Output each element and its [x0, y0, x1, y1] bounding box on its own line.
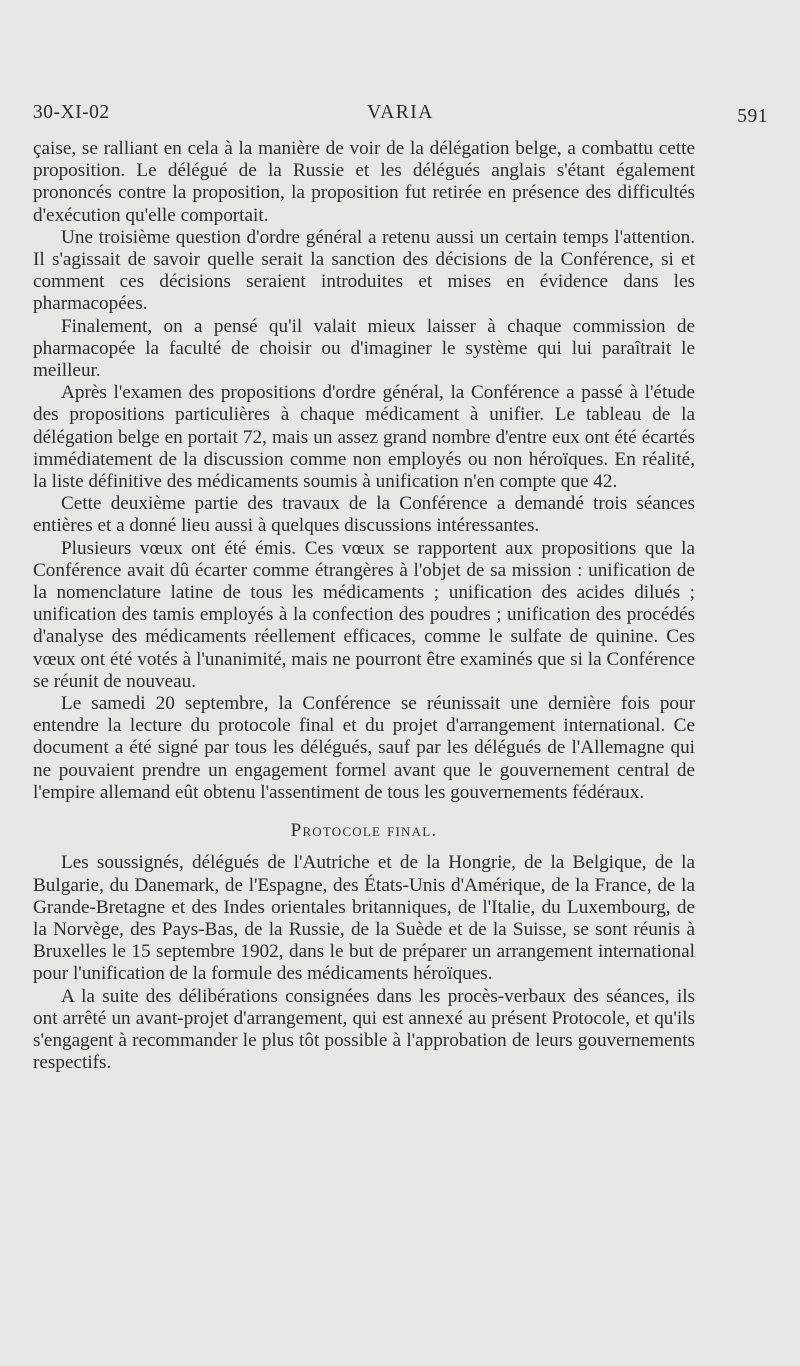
header-section: VARIA [367, 102, 434, 123]
page-number: 591 [737, 106, 768, 127]
section-title: Protocole final. [290, 820, 438, 842]
paragraph: A la suite des délibérations consignées dans les procès-verbaux des séances, ils ont arrêté un avant-projet d'arrangement, qui est annexé au présent Protocole, et qu'ils s'engagent à recommander le plus tôt possible à l'approbation de leurs gouvernements respectifs. [33, 985, 695, 1074]
page-body [33, 138, 695, 1074]
paragraph: Plusieurs vœux ont été émis. Ces vœux se rapportent aux propositions que la Conférence avait dû écarter comme étrangères à l'objet de sa mission : unification de la nomenclature latine de tous les médicaments ; unification des acides dilués ; unification des tamis employés à la confection des poudres ; unification des procédés d'analyse des médicaments réellement efficaces, comme le sulfate de quinine. Ces vœux ont été votés à l'unanimité, mais ne pourront être examinés que si la Conférence se réunit de nouveau. [33, 537, 695, 692]
paragraph: Les soussignés, délégués de l'Autriche et de la Hongrie, de la Belgique, de la Bulgarie, du Danemark, de l'Espagne, des États-Unis d'Amérique, de la France, de la Grande-Bretagne et des Indes orientales britanniques, de l'Italie, du Luxembourg, de la Norvège, des Pays-Bas, de la Russie, de la Suède et de la Suisse, se sont réunis à Bruxelles le 15 septembre 1902, dans le but de préparer un arrangement international pour l'unification de la formule des médicaments héroïques. [33, 852, 695, 985]
paragraph: Le samedi 20 septembre, la Conférence se réunissait une dernière fois pour entendre la lecture du protocole final et du projet d'arrangement international. Ce document a été signé par tous les délégués, sauf par les délégués de l'Allemagne qui ne pouvaient prendre un engagement formel avant que le gouvernement central de l'empire allemand eût obtenu l'assentiment de tous les gouvernements fédéraux. [33, 693, 695, 803]
header-date: 30-XI-02 [33, 102, 110, 123]
paragraph: Finalement, on a pensé qu'il valait mieux laisser à chaque commission de pharmacopée la faculté de choisir ou d'imaginer le système qui lui paraîtrait le meilleur. [33, 315, 695, 382]
running-header [33, 100, 768, 130]
paragraph: Cette deuxième partie des travaux de la Conférence a demandé trois séances entières et a donné lieu aussi à quelques discussions intéressantes. [33, 493, 695, 537]
paragraph: Une troisième question d'ordre général a retenu aussi un certain temps l'attention. Il s'agissait de savoir quelle serait la sanction des décisions de la Conférence, si et comment ces décisions seraient introduites et mises en évidence dans les pharmacopées. [33, 226, 695, 315]
paragraph: Après l'examen des propositions d'ordre général, la Conférence a passé à l'étude des propositions particulières à chaque médicament à unifier. Le tableau de la délégation belge en portait 72, mais un assez grand nombre d'entre eux ont été écartés immédiatement de la discussion comme non employés ou non héroïques. En réalité, la liste définitive des médicaments soumis à unification n'en compte que 42. [33, 382, 695, 493]
paragraph: çaise, se ralliant en cela à la manière de voir de la délégation belge, a combattu cette proposition. Le délégué de la Russie et les délégués anglais s'étant également prononcés contre la proposition, la proposition fut retirée en présence des difficultés d'exécution qu'elle comportait. [33, 138, 695, 226]
